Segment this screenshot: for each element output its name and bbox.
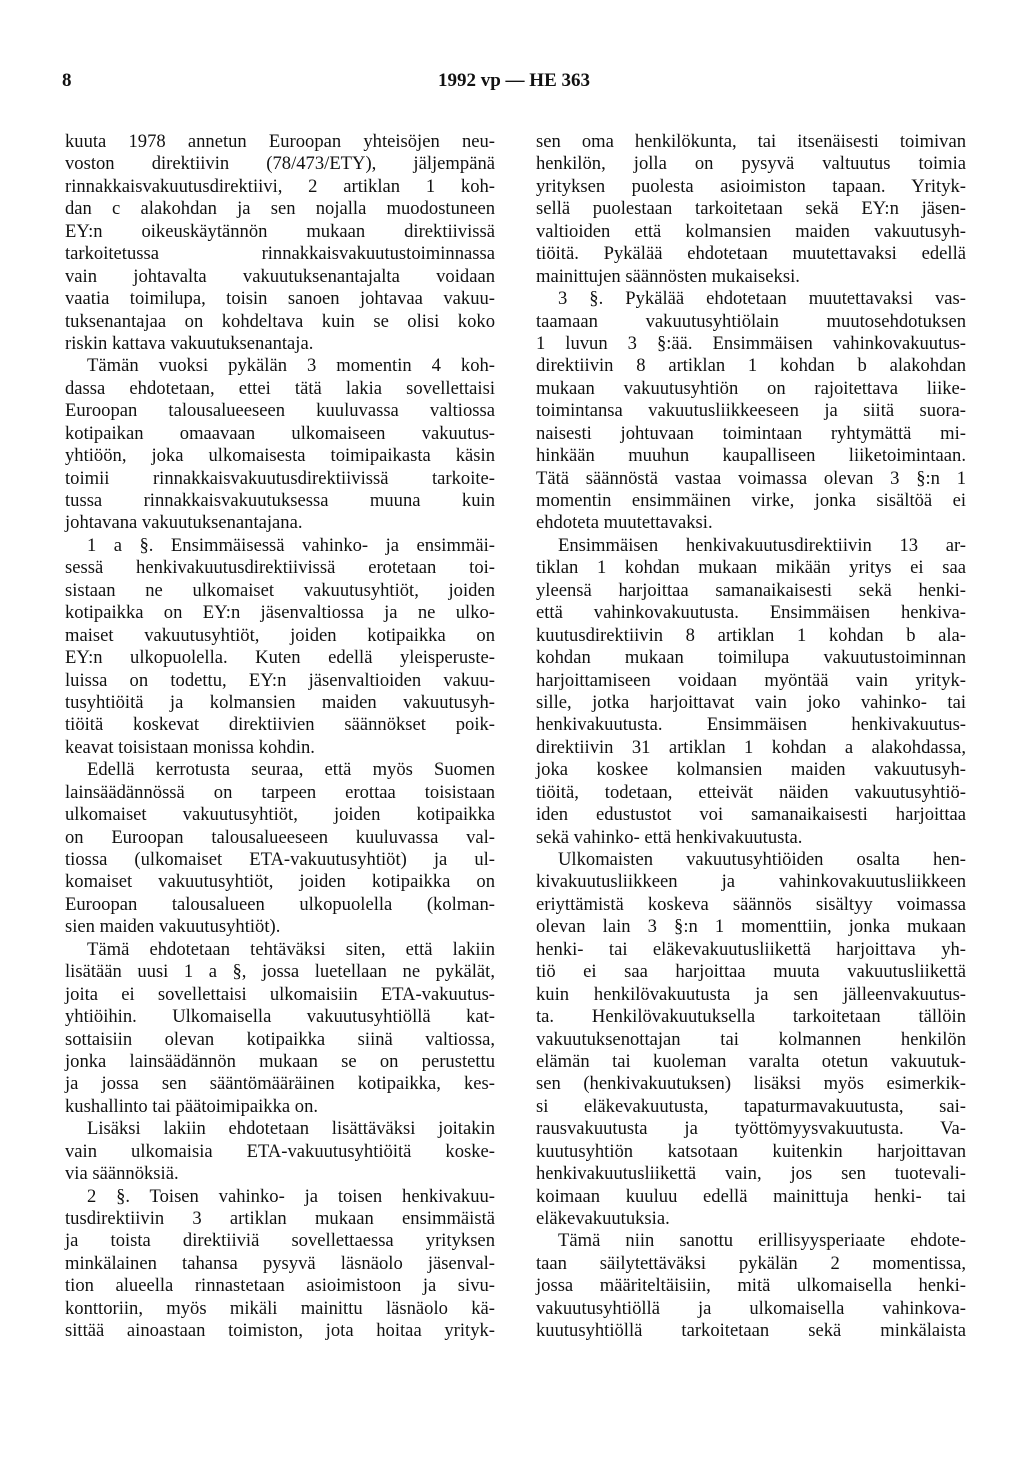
text-line: kotipaikan omaavaan ulkomaiseen vakuutus- [65, 422, 495, 444]
text-line: yleensä harjoittaa samanaikaisesti sekä henki- [536, 579, 966, 601]
text-line: sekä vahinko- että henkivakuutusta. [536, 826, 803, 848]
paragraph [536, 131, 966, 288]
text-line: maiset vakuutusyhtiöt, joiden kotipaikka on [65, 624, 495, 646]
text-line: harjoittamiseen voidaan myöntää vain yrityk- [536, 669, 966, 691]
text-line: kotipaikka on EY:n jäsenvaltiossa ja ne ulko- [65, 602, 495, 624]
text-line: 2 §. Toisen vahinko- ja toisen henkivakuu- [87, 1185, 495, 1207]
text-line: ja toista direktiiviä sovellettaessa yrityksen [65, 1230, 495, 1252]
text-line: naisesti johtuvaan toimintaan ryhtymättä mi- [536, 422, 966, 444]
paragraph [65, 759, 495, 939]
text-line: jossa määriteltäisiin, mitä ulkomaisella henki- [536, 1275, 966, 1297]
text-line: henkivakuutusliikettä vain, jos sen tuotevali- [536, 1163, 966, 1185]
text-line: Euroopan talousalueen ulkopuolella (kolman- [65, 893, 495, 915]
text-line: via säännöksiä. [65, 1163, 179, 1185]
text-line: rinnakkaisvakuutusdirektiivi, 2 artiklan 1 koh- [65, 175, 495, 197]
text-line: että vahinkovakuutusta. Ensimmäisen henkiva- [536, 602, 966, 624]
text-line: ja jossa sen sääntömääräinen kotipaikka, kes- [65, 1073, 495, 1095]
text-line: Euroopan talousalueeseen kuuluvassa valtiossa [65, 400, 495, 422]
text-line: tussa rinnakkaisvakuutuksessa muuna kuin [65, 490, 495, 511]
text-line: iden edustustot voi samanaikaisesti harjoittaa [536, 804, 966, 826]
text-line: jonka lainsäädännön mukaan se on perustettu [65, 1050, 495, 1072]
text-line: momentin ensimmäinen virke, jonka sisältöä ei [536, 490, 966, 511]
text-line: kivakuutusliikkeen ja vahinkovakuutusliikkeen [536, 871, 966, 893]
text-line: kuuta 1978 annetun Euroopan yhteisöjen neu- [65, 131, 495, 152]
text-line: dassa ehdotetaan, ettei tätä lakia sovellettaisi [65, 377, 495, 399]
text-line: sittää ainoastaan toimiston, jota hoitaa yrityk- [65, 1320, 495, 1342]
text-line: sellä puolestaan tarkoitetaan sekä EY:n jäsen- [536, 198, 966, 220]
text-line: ta. Henkilövakuutuksella tarkoitetaan tällöin [536, 1006, 966, 1028]
text-line: 1 luvun 3 §:ää. Ensimmäisen vahinkovakuutus- [536, 332, 966, 354]
text-line: Tätä säännöstä vastaa voimassa olevan 3 §:n 1 [536, 467, 966, 489]
text-line: Lisäksi lakiin ehdotetaan lisättäväksi joitakin [87, 1118, 495, 1140]
text-line: luissa on todettu, EY:n jäsenvaltioiden vakuu- [65, 669, 495, 691]
text-line: henkivakuutusta. Ensimmäisen henkivakuutus- [536, 714, 966, 736]
text-line: johtavana vakuutuksenantajana. [65, 512, 303, 534]
text-line: sen oma henkilökunta, tai itsenäisesti toimivan [536, 131, 966, 152]
paragraph [536, 535, 966, 849]
text-line: Tämän vuoksi pykälän 3 momentin 4 koh- [87, 355, 495, 377]
text-line: henkilön, jolla on pysyvä valtuutus toimia [536, 153, 966, 175]
text-line: joka koskee kolmansien maiden vakuutusyh- [536, 759, 966, 781]
text-line: tiö ei saa harjoittaa muuta vakuutusliikettä [536, 961, 966, 983]
text-line: mukaan vakuutusyhtiön on rajoitettava liike- [536, 377, 966, 399]
text-line: henki- tai eläkevakuutusliikettä harjoittava yh- [536, 938, 966, 960]
text-line: valtioiden että kolmansien maiden vakuutusyh- [536, 220, 966, 242]
text-line: vakuutusyhtiöllä ja ulkomaisella vahinkova- [536, 1297, 966, 1319]
text-line: EY:n ulkopuolella. Kuten edellä yleisperuste- [65, 647, 495, 669]
text-line: toimintansa vakuutusliikkeeseen ja siitä suora- [536, 400, 966, 422]
text-line: yrityksen puolesta asioimiston tapaan. Yrityk- [536, 175, 966, 197]
text-line: yhtiöön, joka ulkomaisesta toimipaikasta käsin [65, 445, 495, 467]
paragraph [536, 288, 966, 535]
paragraph [65, 1118, 495, 1185]
text-line: sien maiden vakuutusyhtiöt). [65, 916, 281, 938]
text-line: kuutusyhtiöllä tarkoitetaan sekä minkälaista [536, 1320, 966, 1342]
text-line: joita ei sovellettaisi ulkomaisiin ETA-vakuutus- [65, 983, 495, 1005]
text-line: si eläkevakuutusta, tapaturmavakuutusta, sai- [536, 1095, 966, 1117]
text-line: dan c alakohdan ja sen nojalla muodostuneen [65, 198, 495, 220]
text-line: kohdan mukaan toimilupa vakuutustoiminnan [536, 647, 966, 669]
paragraph [65, 939, 495, 1119]
text-line: riskin kattava vakuutuksenantaja. [65, 332, 314, 354]
page-header [62, 70, 966, 100]
text-line: ehdoteta muutettavaksi. [536, 512, 713, 534]
text-line: kuutusdirektiivin 8 artiklan 1 kohdan b ala- [536, 624, 966, 646]
text-line: rausvakuutusta ja työttömyysvakuutusta. Va- [536, 1118, 966, 1140]
text-line: 1 a §. Ensimmäisessä vahinko- ja ensimmäi- [87, 534, 495, 556]
text-line: kushallinto tai päätoimipaikka on. [65, 1095, 319, 1117]
paragraph [65, 1186, 495, 1343]
text-line: tuksenantajaa on kohdeltava kuin se olisi koko [65, 310, 495, 332]
text-line: koimaan kuuluu edellä mainittuja henki- tai [536, 1185, 966, 1207]
text-line: direktiivin 31 artiklan 1 kohdan a alakohdassa, [536, 736, 966, 758]
text-line: eläkevakuutuksia. [536, 1208, 670, 1229]
text-line: lisätään uusi 1 a §, jossa luetellaan ne pykälät, [65, 961, 495, 983]
text-line: vain johtavalta vakuutuksenantajalta voidaan [65, 265, 495, 287]
text-line: hinkään muuhun kaupalliseen liiketoimintaan. [536, 445, 966, 467]
text-line: tiöitä, todetaan, etteivät näiden vakuutusyhtiö- [536, 781, 966, 803]
text-line: olevan lain 3 §:n 1 momenttiin, jonka mukaan [536, 916, 966, 938]
text-line: tarkoitetussa rinnakkaisvakuutustoiminnassa [65, 243, 495, 265]
text-line: tusyhtiöitä ja kolmansien maiden vakuutusyh- [65, 691, 495, 713]
text-line: tion alueella rinnastetaan asioimistoon ja sivu- [65, 1275, 495, 1297]
text-line: direktiivin 8 artiklan 1 kohdan b alakohdan [536, 355, 966, 377]
text-line: 3 §. Pykälää ehdotetaan muutettavaksi vas- [558, 288, 966, 310]
text-line: elämän tai kuoleman varalta otetun vakuutuk- [536, 1050, 966, 1072]
paragraph [536, 1230, 966, 1342]
text-line: tiossa (ulkomaiset ETA-vakuutusyhtiöt) ja ul- [65, 849, 495, 870]
text-line: EY:n oikeuskäytännön mukaan direktiivissä [65, 220, 495, 242]
text-line: sille, jotka harjoittavat vain joko vahinko- tai [536, 691, 966, 713]
text-line: tusdirektiivin 3 artiklan mukaan ensimmäistä [65, 1208, 495, 1229]
text-line: ulkomaiset vakuutusyhtiöt, joiden kotipaikka [65, 804, 495, 826]
text-line: tiöitä. Pykälää ehdotetaan muutettavaksi edellä [536, 243, 966, 265]
running-head: 1992 vp — HE 363 [437, 70, 591, 91]
text-line: sistaan ne ulkomaiset vakuutusyhtiöt, joiden [65, 579, 495, 601]
text-line: kuutusyhtiön katsotaan kuitenkin harjoittavan [536, 1140, 966, 1162]
text-line: on Euroopan talousalueeseen kuuluvassa val- [65, 826, 495, 848]
text-line: kuin henkilövakuutusta ja sen jälleenvakuutus- [536, 983, 966, 1005]
text-line: Tämä ehdotetaan tehtäväksi siten, että lakiin [87, 938, 495, 960]
text-line: sen (henkivakuutuksen) lisäksi myös esimerkik- [536, 1073, 966, 1095]
paragraph [65, 131, 495, 355]
text-line: keavat toisistaan monissa kohdin. [65, 736, 315, 758]
text-line: Ulkomaisten vakuutusyhtiöiden osalta hen- [558, 849, 966, 870]
paragraph [536, 849, 966, 1230]
right-column [536, 131, 966, 1343]
text-line: yhtiöihin. Ulkomaisella vakuutusyhtiöllä kat- [65, 1006, 495, 1028]
text-line: taamaan vakuutusyhtiölain muutosehdotuksen [536, 310, 966, 332]
left-column [65, 131, 495, 1343]
text-line: vaatia toimilupa, toisin sanoen johtavaa vakuu- [65, 288, 495, 310]
text-line: tiöitä koskevat direktiivien säännökset poik- [65, 714, 495, 736]
text-line: mainittujen säännösten mukaiseksi. [536, 265, 800, 287]
text-line: eriyttämistä koskeva säännös sisältyy voimassa [536, 893, 966, 915]
text-line: lainsäädännössä on tarpeen erottaa toisistaan [65, 781, 495, 803]
text-line: Tämä niin sanottu erillisyysperiaate ehdote- [558, 1230, 966, 1252]
text-line: taan säilytettäväksi pykälän 2 momentissa, [536, 1252, 966, 1274]
text-line: voston direktiivin (78/473/ETY), jäljempänä [65, 153, 495, 175]
text-line: vain ulkomaisia ETA-vakuutusyhtiöitä koske- [65, 1140, 495, 1162]
text-line: minkälainen tahansa pysyvä läsnäolo jäsenval- [65, 1252, 495, 1274]
text-line: sessä henkivakuutusdirektiivissä erotetaan toi- [65, 557, 495, 579]
text-line: Ensimmäisen henkivakuutusdirektiivin 13 ar- [558, 534, 966, 556]
page-number: 8 [62, 70, 72, 91]
paragraph [65, 355, 495, 535]
text-line: Edellä kerrotusta seuraa, että myös Suomen [87, 759, 495, 781]
text-line: tiklan 1 kohdan mukaan mikään yritys ei saa [536, 557, 966, 579]
text-line: konttoriin, myös mikäli mainittu läsnäolo kä- [65, 1297, 495, 1319]
text-line: vakuutuksenottajan tai kolmannen henkilön [536, 1028, 966, 1050]
text-line: sottaisiin olevan kotipaikka siinä valtiossa, [65, 1028, 495, 1050]
text-line: toimii rinnakkaisvakuutusdirektiivissä tarkoite- [65, 467, 495, 489]
text-line: komaiset vakuutusyhtiöt, joiden kotipaikka on [65, 871, 495, 893]
paragraph [65, 535, 495, 759]
